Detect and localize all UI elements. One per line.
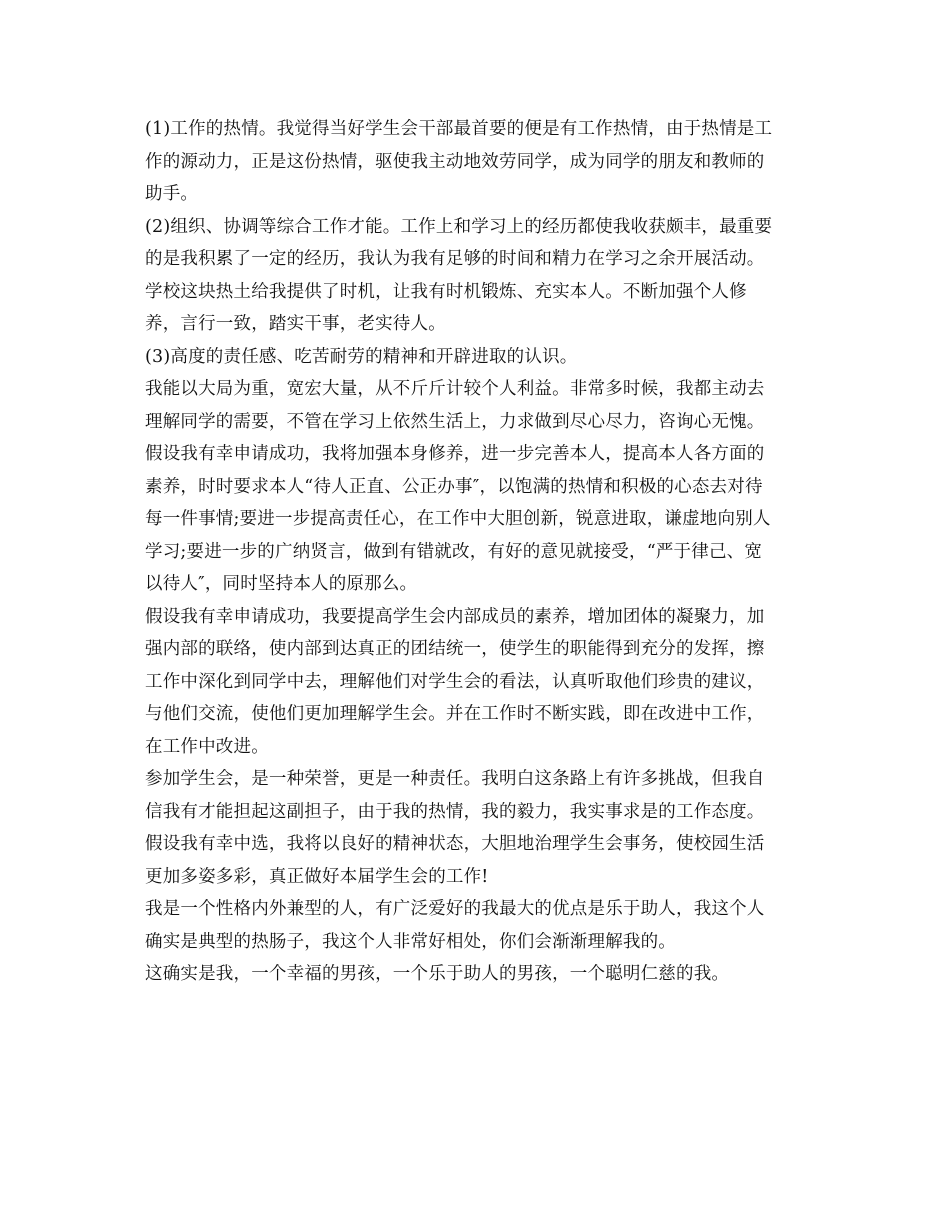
text-line: 我是一个性格内外兼型的人，有广泛爱好的我最大的优点是乐于助人，我这个人 bbox=[145, 899, 765, 919]
text-line: 的是我积累了一定的经历，我认为我有足够的时间和精力在学习之余开展活动。 bbox=[145, 249, 765, 269]
text-line: 每一件事情;要进一步提高责任心，在工作中大胆创新，锐意进取，谦虚地向别人 bbox=[145, 509, 771, 529]
text-line: 养，言行一致，踏实干事，老实待人。 bbox=[145, 314, 446, 334]
text-line: 作的源动力，正是这份热情，驱使我主动地效劳同学，成为同学的朋友和教师的 bbox=[145, 151, 765, 172]
text-line: 假设我有幸中选，我将以良好的精神状态，大胆地治理学生会事务，使校园生活 bbox=[145, 834, 765, 854]
text-line: 学校这块热土给我提供了时机，让我有时机锻炼、充实本人。不断加强个人修 bbox=[145, 281, 747, 302]
text-line: 助手。 bbox=[145, 184, 199, 204]
text-line: 强内部的联络，使内部到达真正的团结统一，使学生的职能得到充分的发挥，擦 bbox=[145, 639, 765, 659]
text-line: (3)高度的责任感、吃苦耐劳的精神和开辟进取的认识。 bbox=[145, 346, 578, 367]
text-line: 与他们交流，使他们更加理解学生会。并在工作时不断实践，即在改进中工作， bbox=[145, 704, 765, 724]
text-line: 确实是典型的热肠子，我这个人非常好相处，你们会渐渐理解我的。 bbox=[145, 931, 676, 952]
text-line: 这确实是我，一个幸福的男孩，一个乐于助人的男孩，一个聪明仁慈的我。 bbox=[145, 964, 730, 984]
text-line: (2)组织、协调等综合工作才能。工作上和学习上的经历都使我收获颇丰，最重要 bbox=[145, 216, 773, 237]
text-line: 更加多姿多彩，真正做好本届学生会的工作! bbox=[145, 866, 489, 887]
text-line: (1)工作的热情。我觉得当好学生会干部最首要的便是有工作热情，由于热情是工 bbox=[145, 119, 773, 139]
text-line: 假设我有幸申请成功，我将加强本身修养，进一步完善本人，提高本人各方面的 bbox=[145, 444, 765, 464]
text-line: 假设我有幸申请成功，我要提高学生会内部成员的素养，增加团体的凝聚力，加 bbox=[145, 606, 765, 627]
text-line: 学习;要进一步的广纳贤言，做到有错就改，有好的意见就接受，“严于律己、宽 bbox=[145, 541, 763, 562]
text-line: 理解同学的需要，不管在学习上依然生活上，力求做到尽心尽力，咨询心无愧。 bbox=[145, 411, 765, 432]
text-line: 素养，时时要求本人“待人正直、公正办事″，以饱满的热情和积极的心态去对待 bbox=[145, 476, 763, 497]
text-line: 参加学生会，是一种荣誉，更是一种责任。我明白这条路上有许多挑战，但我自 bbox=[145, 769, 765, 789]
text-line: 信我有才能担起这副担子，由于我的热情，我的毅力，我实事求是的工作态度。 bbox=[145, 801, 765, 822]
text-line: 工作中深化到同学中去，理解他们对学生会的看法，认真听取他们珍贵的建议， bbox=[145, 671, 765, 692]
text-line: 以待人″，同时坚持本人的原那么。 bbox=[145, 574, 418, 594]
text-line: 在工作中改进。 bbox=[145, 736, 269, 757]
text-line: 我能以大局为重，宽宏大量，从不斤斤计较个人利益。非常多时候，我都主动去 bbox=[145, 379, 765, 399]
body-text bbox=[145, 113, 815, 991]
